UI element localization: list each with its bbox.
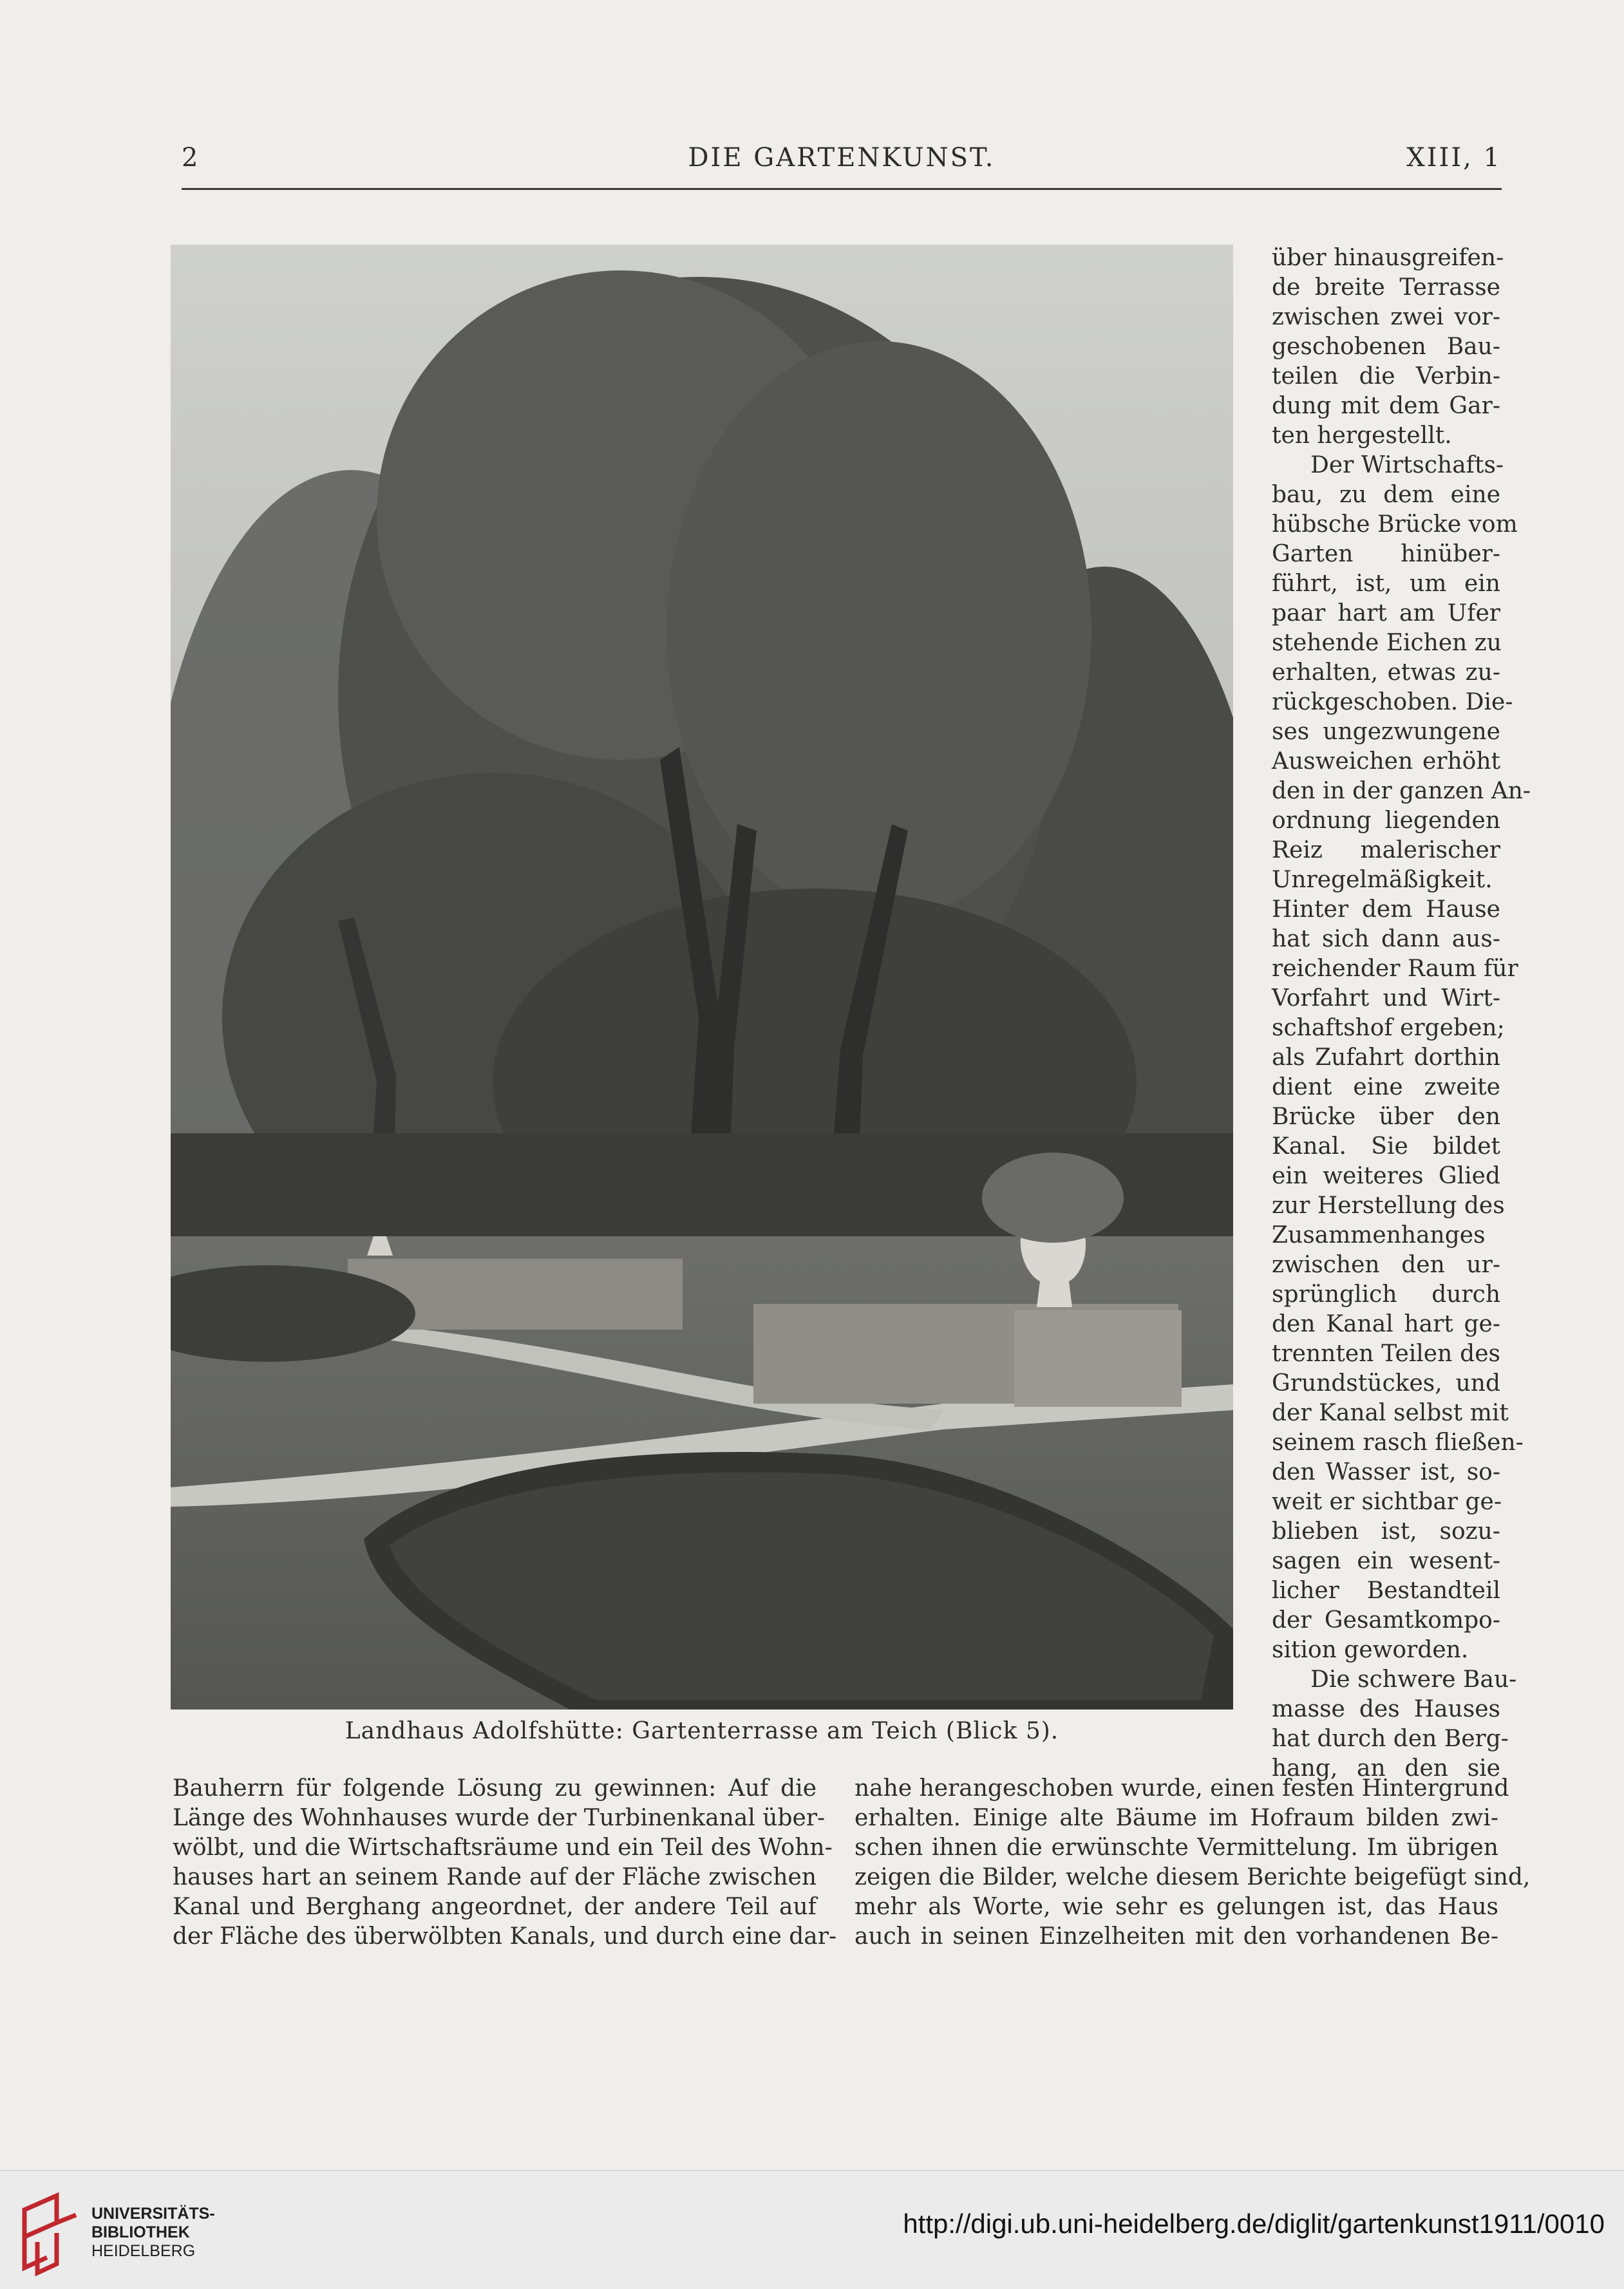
side-text-column — [1272, 243, 1531, 1784]
text-line: blieben ist, sozu- — [1272, 1518, 1500, 1545]
text-line: stehende Eichen zu — [1272, 630, 1502, 656]
page-number: 2 — [182, 143, 200, 173]
text-line: licher Bestandteil — [1272, 1578, 1500, 1604]
text-line: hat durch den Berg- — [1272, 1726, 1509, 1752]
text-line: dung mit dem Gar- — [1272, 393, 1500, 419]
text-line: auch in seinen Einzelheiten mit den vorhandenen Be- — [854, 1923, 1498, 1950]
text-line: reichender Raum für — [1272, 956, 1518, 982]
text-line: Der Wirtschafts- — [1310, 452, 1504, 478]
text-line: schen ihnen die erwünschte Vermittelung. Im übrigen — [854, 1834, 1498, 1861]
text-line: mehr als Worte, wie sehr es gelungen ist, das Haus — [854, 1894, 1498, 1920]
text-line: hang, an den sie — [1272, 1755, 1500, 1782]
text-line: ses ungezwungene — [1272, 719, 1500, 745]
text-line: zur Herstellung des — [1272, 1192, 1505, 1219]
text-line: Vorfahrt und Wirt- — [1272, 985, 1500, 1012]
garden-photograph — [171, 245, 1233, 1710]
text-line: erhalten. Einige alte Bäume im Hofraum bilden zwi- — [854, 1805, 1498, 1831]
text-line: den in der ganzen An- — [1272, 778, 1531, 804]
text-line: hauses hart an seinem Rande auf der Fläche zwischen — [173, 1864, 817, 1890]
text-line: Grundstückes, und — [1272, 1370, 1500, 1397]
library-footer — [0, 2170, 1624, 2289]
text-line: nahe herangeschoben wurde, einen festen Hintergrund — [854, 1775, 1509, 1802]
bottom-right-column — [854, 1774, 1531, 1952]
text-line: schaftshof ergeben; — [1272, 1015, 1505, 1041]
text-line: Garten hinüber- — [1272, 541, 1500, 567]
journal-title: DIE GARTENKUNST. — [688, 143, 996, 173]
text-line: bau, zu dem eine — [1272, 482, 1500, 508]
text-line: paar hart am Ufer — [1272, 600, 1500, 626]
text-line: hübsche Brücke vom — [1272, 511, 1518, 538]
text-line: rückgeschoben. Die- — [1272, 689, 1513, 715]
text-line: trennten Teilen des — [1272, 1341, 1500, 1367]
text-line: Brücke über den — [1272, 1104, 1500, 1130]
text-line: masse des Hauses — [1272, 1696, 1500, 1722]
library-name — [91, 2205, 215, 2261]
text-line: Kanal und Berghang angeordnet, der andere Teil auf — [173, 1894, 817, 1920]
text-line: Ausweichen erhöht — [1272, 748, 1500, 775]
text-line: führt, ist, um ein — [1272, 570, 1500, 597]
text-line: ein weiteres Glied — [1272, 1163, 1500, 1189]
text-line: de breite Terrasse — [1272, 274, 1500, 301]
text-line: wölbt, und die Wirtschaftsräume und ein Teil des Wohn- — [173, 1834, 833, 1861]
library-name-line: BIBLIOTHEK — [91, 2223, 190, 2241]
text-line: zwischen den ur- — [1272, 1252, 1500, 1278]
text-line: Reiz malerischer — [1272, 837, 1500, 863]
text-line: Die schwere Bau- — [1310, 1666, 1517, 1693]
text-line: Länge des Wohnhauses wurde der Turbinenkanal über- — [173, 1805, 826, 1831]
library-name-line: HEIDELBERG — [91, 2242, 196, 2260]
text-line: erhalten, etwas zu- — [1272, 659, 1500, 686]
text-line: Unregelmäßigkeit. — [1272, 867, 1493, 893]
text-line: der Gesamtkompo- — [1272, 1607, 1500, 1634]
text-line: ordnung liegenden — [1272, 807, 1500, 834]
volume-issue: XIII, 1 — [1406, 143, 1502, 173]
text-line: seinem rasch fließen- — [1272, 1429, 1524, 1456]
text-line: weit er sichtbar ge- — [1272, 1489, 1502, 1515]
text-line: Kanal. Sie bildet — [1272, 1133, 1500, 1160]
text-line: ten hergestellt. — [1272, 422, 1452, 449]
bottom-left-column — [173, 1774, 837, 1952]
library-name-line: UNIVERSITÄTS- — [91, 2205, 215, 2223]
text-line: geschobenen Bau- — [1272, 334, 1500, 360]
text-line: teilen die Verbin- — [1272, 363, 1500, 390]
running-header — [182, 143, 1502, 175]
text-line: zeigen die Bilder, welche diesem Berichte beigefügt sind, — [854, 1864, 1531, 1890]
text-line: der Kanal selbst mit — [1272, 1400, 1509, 1426]
text-line: zwischen zwei vor- — [1272, 304, 1500, 330]
text-line: den Kanal hart ge- — [1272, 1311, 1500, 1337]
text-line: der Fläche des überwölbten Kanals, und durch eine dar- — [173, 1923, 837, 1950]
source-url-link[interactable]: http://digi.ub.uni-heidelberg.de/diglit/gartenkunst1911/0010 — [903, 2209, 1605, 2239]
text-line: Zusammenhanges — [1272, 1222, 1486, 1248]
photo-illustration — [171, 245, 1233, 1710]
text-line: Hinter dem Hause — [1272, 896, 1500, 923]
text-line: hat sich dann aus- — [1272, 926, 1500, 952]
figure-caption: Landhaus Adolfshütte: Gartenterrasse am Teich (Blick 5). — [345, 1718, 1059, 1744]
text-line: über hinausgreifen- — [1272, 245, 1504, 271]
text-line: den Wasser ist, so- — [1272, 1459, 1500, 1485]
text-line: sagen ein wesent- — [1272, 1548, 1500, 1574]
header-rule — [182, 188, 1502, 190]
text-line: sition geworden. — [1272, 1637, 1469, 1663]
text-line: sprünglich durch — [1272, 1281, 1500, 1308]
text-line: Bauherrn für folgende Lösung zu gewinnen: Auf die — [173, 1775, 817, 1802]
library-logo-icon — [18, 2190, 82, 2281]
text-line: dient eine zweite — [1272, 1074, 1500, 1100]
text-line: als Zufahrt dorthin — [1272, 1044, 1500, 1071]
